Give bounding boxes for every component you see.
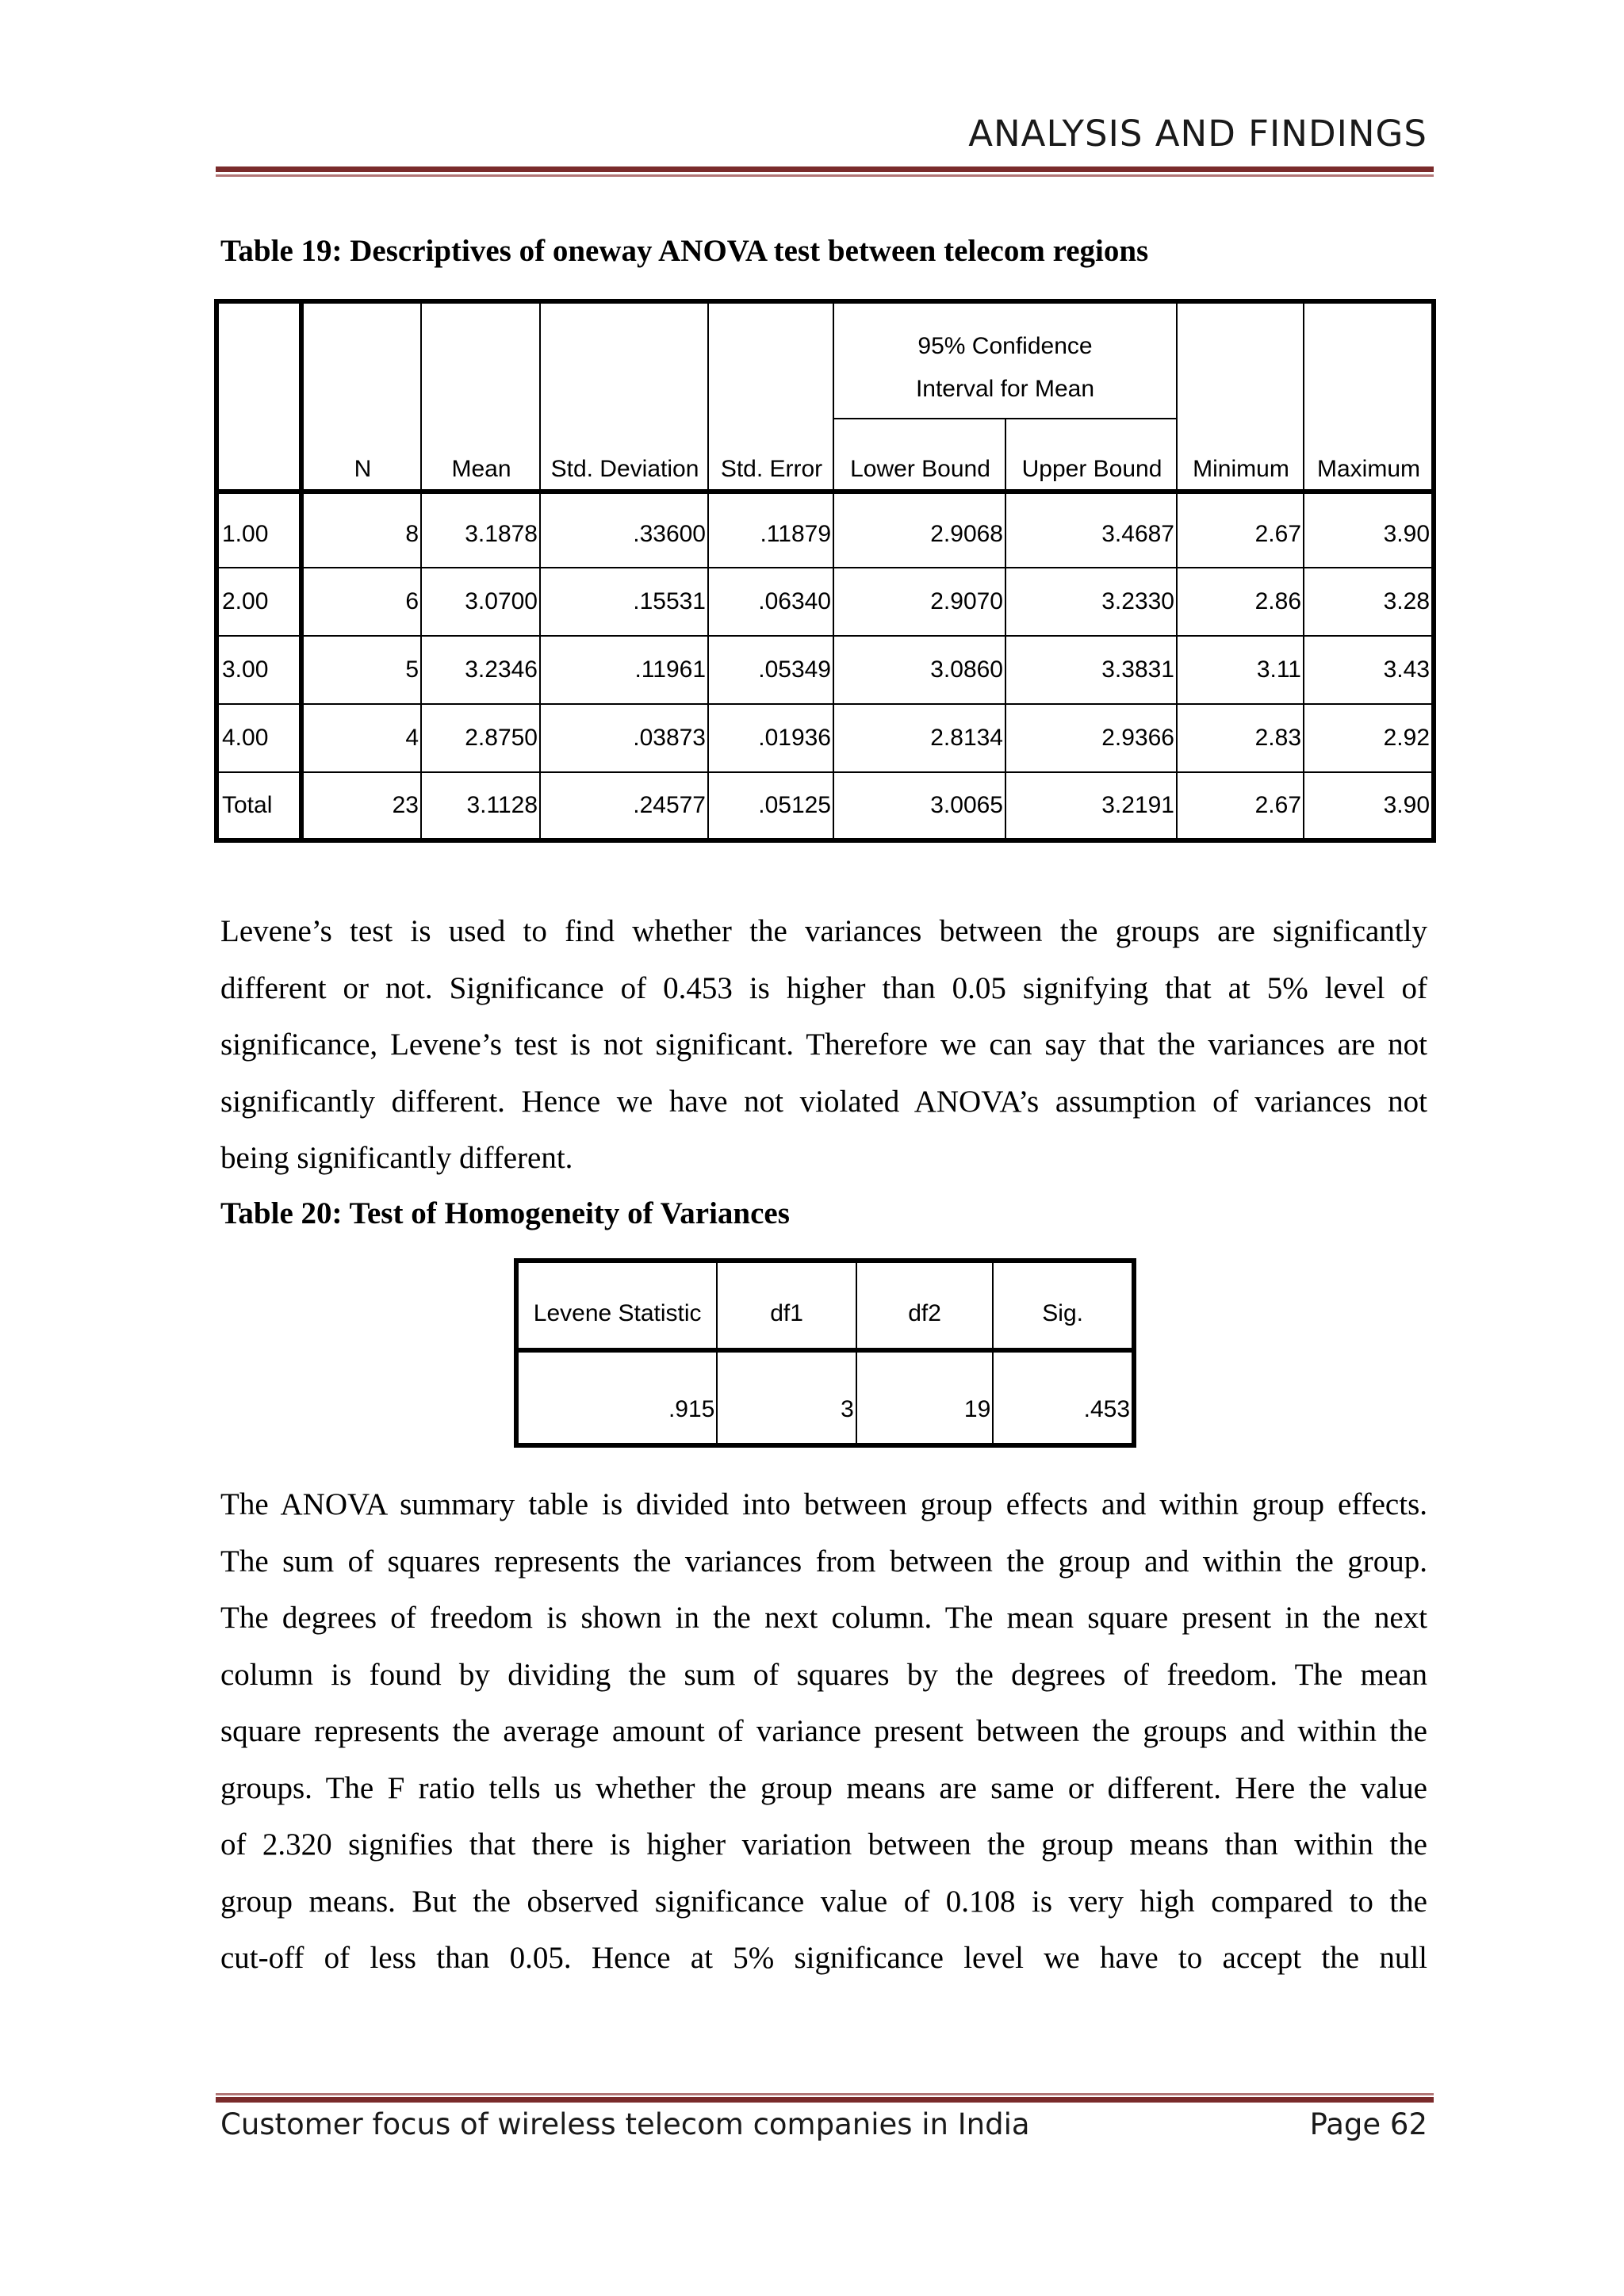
table-cell: .05349: [708, 636, 833, 704]
footer-page-number: Page 62: [1309, 2107, 1427, 2141]
table-row: [216, 492, 1434, 568]
row-label: 3.00: [216, 636, 301, 704]
table-cell: 8: [301, 492, 421, 568]
table-20-caption: Table 20: Test of Homogeneity of Variances: [220, 1196, 790, 1230]
col-header-df1: df1: [717, 1261, 856, 1350]
col-header-lower-bound: Lower Bound: [833, 419, 1005, 492]
table-cell: 3.2191: [1005, 772, 1177, 840]
paragraph-line: The degrees of freedom is shown in the next column. The mean square present in the next: [220, 1601, 1427, 1635]
cell-df2: 19: [856, 1350, 994, 1445]
table-cell: 5: [301, 636, 421, 704]
table-row: [216, 704, 1434, 772]
table-19-caption: Table 19: Descriptives of oneway ANOVA test between telecom regions: [220, 234, 1149, 268]
table-cell: .05125: [708, 772, 833, 840]
table-row: [216, 568, 1434, 636]
cell-levene-statistic: .915: [516, 1350, 717, 1445]
paragraph-line: Levene’s test is used to find whether the variances between the groups are significantly: [220, 914, 1427, 948]
table-cell: 3.11: [1177, 636, 1304, 704]
col-header-ci-group: 95% Confidence Interval for Mean: [833, 301, 1177, 419]
row-label: 4.00: [216, 704, 301, 772]
col-header-n: N: [301, 301, 421, 492]
row-label: Total: [216, 772, 301, 840]
table-cell: 3.43: [1304, 636, 1434, 704]
table-cell: 3.0065: [833, 772, 1005, 840]
paragraph-line: groups. The F ratio tells us whether the group means are same or different. Here the value: [220, 1770, 1427, 1805]
paragraph-line: group means. But the observed significance value of 0.108 is very high compared to the: [220, 1884, 1427, 1919]
row-label: 2.00: [216, 568, 301, 636]
table-cell: 3.1878: [421, 492, 540, 568]
table-cell: 6: [301, 568, 421, 636]
col-header-std-deviation: Std. Deviation: [540, 301, 708, 492]
table-cell: 2.92: [1304, 704, 1434, 772]
paragraph-line: significantly different. Hence we have not violated ANOVA’s assumption of variances not: [220, 1084, 1427, 1119]
header-rule-thin: [216, 174, 1434, 177]
table-cell: .11879: [708, 492, 833, 568]
table-cell: 3.0860: [833, 636, 1005, 704]
descriptives-table-body: [216, 492, 1434, 840]
paragraph-line: of 2.320 signifies that there is higher variation between the group means than within the: [220, 1827, 1427, 1862]
table-cell: 2.9068: [833, 492, 1005, 568]
table-cell: .01936: [708, 704, 833, 772]
paragraph-line: cut-off of less than 0.05. Hence at 5% significance level we have to accept the null: [220, 1941, 1427, 1975]
row-label: 1.00: [216, 492, 301, 568]
table-cell: 3.4687: [1005, 492, 1177, 568]
anova-summary-paragraph: [220, 1476, 1427, 1987]
table-row: [216, 636, 1434, 704]
table-cell: 2.83: [1177, 704, 1304, 772]
table-cell: 3.0700: [421, 568, 540, 636]
table-cell: 2.86: [1177, 568, 1304, 636]
running-header-title: ANALYSIS AND FINDINGS: [968, 113, 1427, 155]
table-row: [216, 772, 1434, 840]
footer-rule: [216, 2097, 1434, 2103]
table-cell: .06340: [708, 568, 833, 636]
table-cell: 2.8750: [421, 704, 540, 772]
col-header-minimum: Minimum: [1177, 301, 1304, 492]
paragraph-line: significance, Levene’s test is not significant. Therefore we can say that the variances are not: [220, 1027, 1427, 1062]
table-cell: 2.8134: [833, 704, 1005, 772]
table-cell: 3.90: [1304, 772, 1434, 840]
col-header-levene-statistic: Levene Statistic: [516, 1261, 717, 1350]
levene-paragraph: [220, 903, 1427, 1187]
table-cell: 3.28: [1304, 568, 1434, 636]
table-cell: 2.9366: [1005, 704, 1177, 772]
table-cell: .24577: [540, 772, 708, 840]
paragraph-line: different or not. Significance of 0.453 is higher than 0.05 signifying that at 5% level of: [220, 970, 1427, 1005]
col-header-df2: df2: [856, 1261, 994, 1350]
table-cell: 4: [301, 704, 421, 772]
cell-df1: 3: [717, 1350, 856, 1445]
header-rule: [216, 166, 1434, 172]
table-cell: 3.3831: [1005, 636, 1177, 704]
table-cell: .15531: [540, 568, 708, 636]
descriptives-table: [214, 299, 1436, 843]
col-header-sig: Sig.: [993, 1261, 1134, 1350]
col-header-std-error: Std. Error: [708, 301, 833, 492]
paragraph-line: The sum of squares represents the variances from between the group and within the group.: [220, 1544, 1427, 1578]
paragraph-line: square represents the average amount of variance present between the groups and within the: [220, 1714, 1427, 1748]
cell-sig: .453: [993, 1350, 1134, 1445]
table-cell: 2.67: [1177, 772, 1304, 840]
footer-rule-thin: [216, 2093, 1434, 2095]
row-header-corner: [216, 301, 301, 492]
col-header-mean: Mean: [421, 301, 540, 492]
paragraph-line: column is found by dividing the sum of squares by the degrees of freedom. The mean: [220, 1657, 1427, 1692]
footer-document-title: Customer focus of wireless telecom companies in India: [220, 2107, 1030, 2141]
table-cell: .33600: [540, 492, 708, 568]
paragraph-line: The ANOVA summary table is divided into between group effects and within group effects.: [220, 1487, 1427, 1521]
table-cell: 2.9070: [833, 568, 1005, 636]
table-cell: .03873: [540, 704, 708, 772]
table-cell: 2.67: [1177, 492, 1304, 568]
table-cell: 3.1128: [421, 772, 540, 840]
table-cell: 3.90: [1304, 492, 1434, 568]
col-header-maximum: Maximum: [1304, 301, 1434, 492]
paragraph-line: being significantly different.: [220, 1141, 573, 1175]
table-cell: 23: [301, 772, 421, 840]
homogeneity-table: [514, 1258, 1136, 1448]
table-cell: .11961: [540, 636, 708, 704]
col-header-upper-bound: Upper Bound: [1005, 419, 1177, 492]
table-cell: 3.2346: [421, 636, 540, 704]
table-cell: 3.2330: [1005, 568, 1177, 636]
